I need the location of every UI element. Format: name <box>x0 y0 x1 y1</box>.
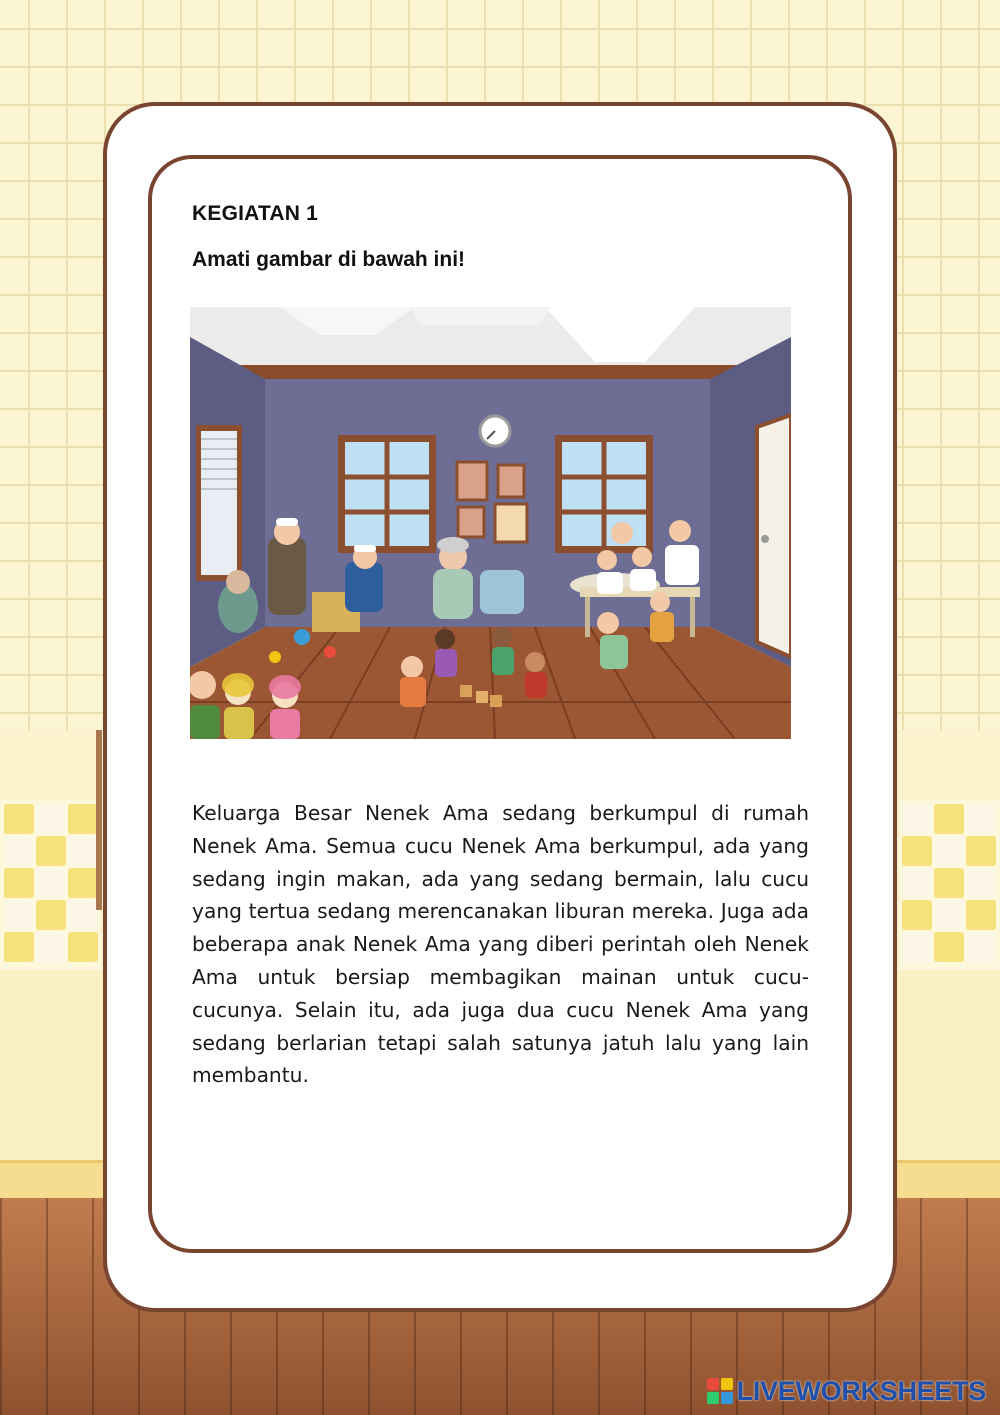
liveworksheets-logo-icon <box>707 1378 733 1404</box>
activity-heading: KEGIATAN 1 <box>192 202 319 225</box>
background-door-edge <box>96 730 102 910</box>
story-paragraph: Keluarga Besar Nenek Ama sedang berkumpul di rumah Nenek Ama. Semua cucu Nenek Ama berkumpul, ada yang sedang ingin makan, ada yang sedang bermain, lalu cucu yang tertua sedang merencanakan liburan mereka. Juga ada beberapa anak Nenek Ama yang diberi perintah oleh Nenek Ama untuk bersiap membagikan mainan untuk cucu-cucunya. Selain itu, ada juga dua cucu Nenek Ama yang sedang berlarian tetapi salah satunya jatuh lalu yang lain membantu. <box>192 801 809 1088</box>
family-gathering-illustration <box>190 307 791 739</box>
background-tiles-left <box>0 800 100 970</box>
liveworksheets-brand <box>707 1376 986 1406</box>
instruction-text: Amati gambar di bawah ini! <box>192 248 466 271</box>
liveworksheets-logo-text: LIVEWORKSHEETS <box>736 1375 986 1406</box>
background-tiles-right <box>900 800 1000 970</box>
